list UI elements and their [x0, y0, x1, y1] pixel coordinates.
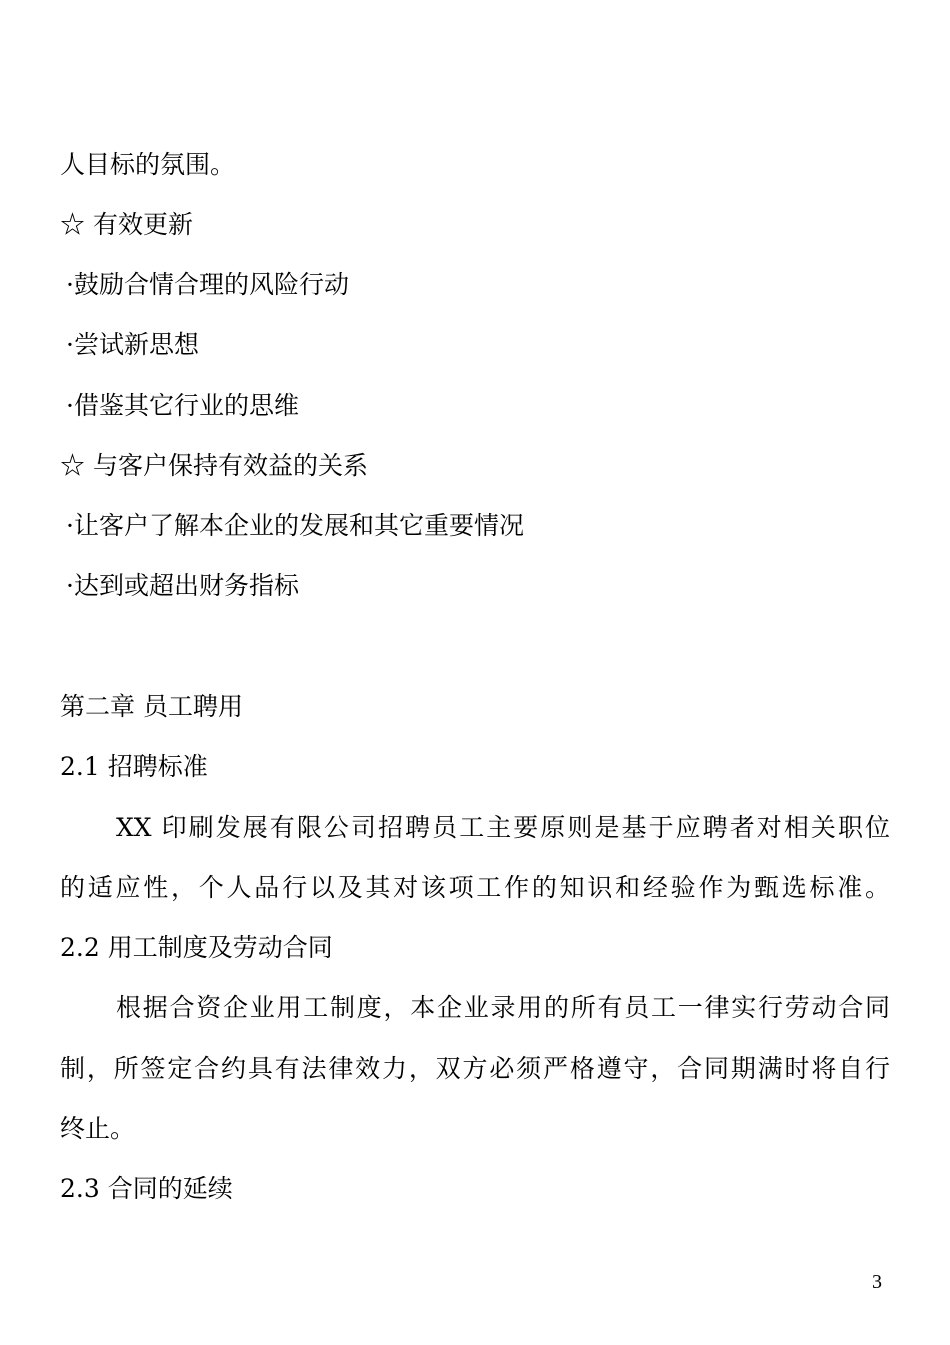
paragraph-line: 终止。	[60, 1114, 136, 1143]
chapter-title: 第二章 员工聘用	[60, 692, 243, 721]
section-heading-star: ☆ 与客户保持有效益的关系	[60, 451, 368, 480]
section-title: 2.3 合同的延续	[60, 1174, 233, 1203]
paragraph-line: XX 印刷发展有限公司招聘员工主要原则是基于应聘者对相关职位	[116, 813, 890, 842]
paragraph-line: 制，所签定合约具有法律效力，双方必须严格遵守，合同期满时将自行	[60, 1054, 890, 1083]
bullet-item: ·让客户了解本企业的发展和其它重要情况	[66, 511, 524, 540]
paragraph-line: 根据合资企业用工制度，本企业录用的所有员工一律实行劳动合同	[116, 993, 890, 1022]
paragraph-line: 人目标的氛围。	[60, 150, 236, 179]
bullet-item: ·达到或超出财务指标	[66, 571, 299, 600]
section-heading-star: ☆ 有效更新	[60, 210, 193, 239]
paragraph-line: 的适应性，个人品行以及其对该项工作的知识和经验作为甄选标准。	[60, 873, 890, 902]
bullet-item: ·尝试新思想	[66, 330, 199, 359]
bullet-item: ·鼓励合情合理的风险行动	[66, 270, 349, 299]
section-title: 2.1 招聘标准	[60, 752, 208, 781]
section-title: 2.2 用工制度及劳动合同	[60, 933, 333, 962]
bullet-item: ·借鉴其它行业的思维	[66, 391, 299, 420]
page-number: 3	[872, 1271, 882, 1293]
